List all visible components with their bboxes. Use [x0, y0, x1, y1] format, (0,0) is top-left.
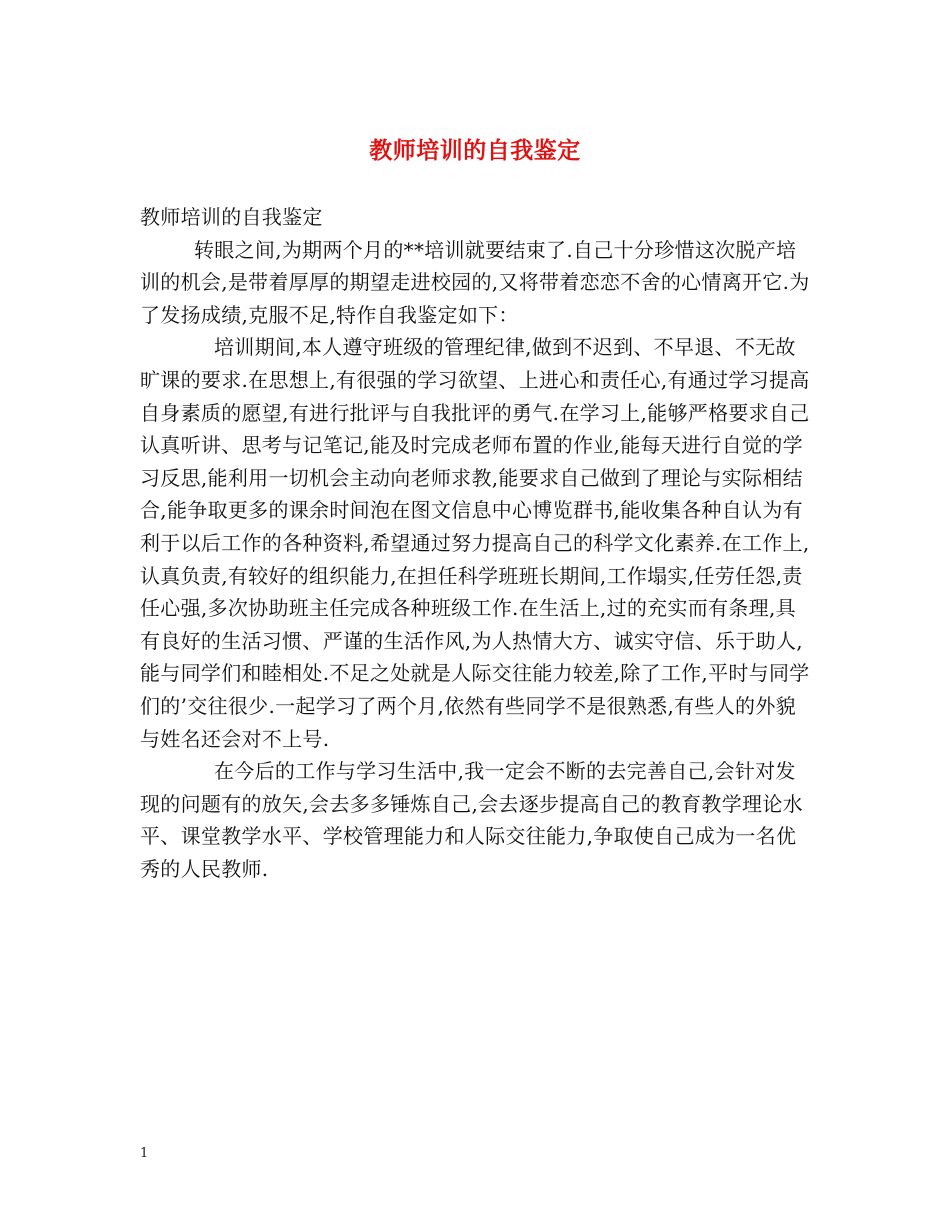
paragraph-training-period: 培训期间,本人遵守班级的管理纪律,做到不迟到、不早退、不无故旷课的要求.在思想上,有很强的学习欲望、上进心和责任心,有通过学习提高自身素质的愿望,有进行批评与自我批评的勇气.在学习上,能够严格要求自己认真听讲、思考与记笔记,能及时完成老师布置的作业,能每天进行自觉的学习反思,能利用一切机会主动向老师求教,能要求自己做到了理论与实际相结合,能争取更多的课余时间泡在图文信息中心博览群书,能收集各种自认为有利于以后工作的各种资料,希望通过努力提高自己的科学文化素养.在工作上,认真负责,有较好的组织能力,在担任科学班班长期间,工作塌实,任劳任怨,责任心强,多次协助班主任完成各种班级工作.在生活上,过的充实而有条理,具有良好的生活习惯、严谨的生活作风,为人热情大方、诚实守信、乐于助人,能与同学们和睦相处.不足之处就是人际交往能力较差,除了工作,平时与同学们的’交往很少.一起学习了两个月,依然有些同学不是很熟悉,有些人的外貌与姓名还会对不上号. [140, 335, 810, 751]
page-number: 1 [140, 1146, 149, 1161]
paragraph-intro: 转眼之间,为期两个月的**培训就要结束了.自己十分珍惜这次脱产培训的机会,是带着厚厚的期望走进校园的,又将带着恋恋不舍的心情离开它.为了发扬成绩,克服不足,特作自我鉴定如下： [140, 237, 810, 327]
document-title: 教师培训的自我鉴定 [369, 137, 581, 164]
document-body [140, 201, 812, 885]
document-subtitle: 教师培训的自我鉴定 [140, 205, 323, 229]
paragraph-future-plans: 在今后的工作与学习生活中,我一定会不断的去完善自己,会针对发现的问题有的放矢,会去多多锤炼自己,会去逐步提高自己的教育教学理论水平、课堂教学水平、学校管理能力和人际交往能力,争取使自己成为一名优秀的人民教师. [140, 759, 803, 881]
